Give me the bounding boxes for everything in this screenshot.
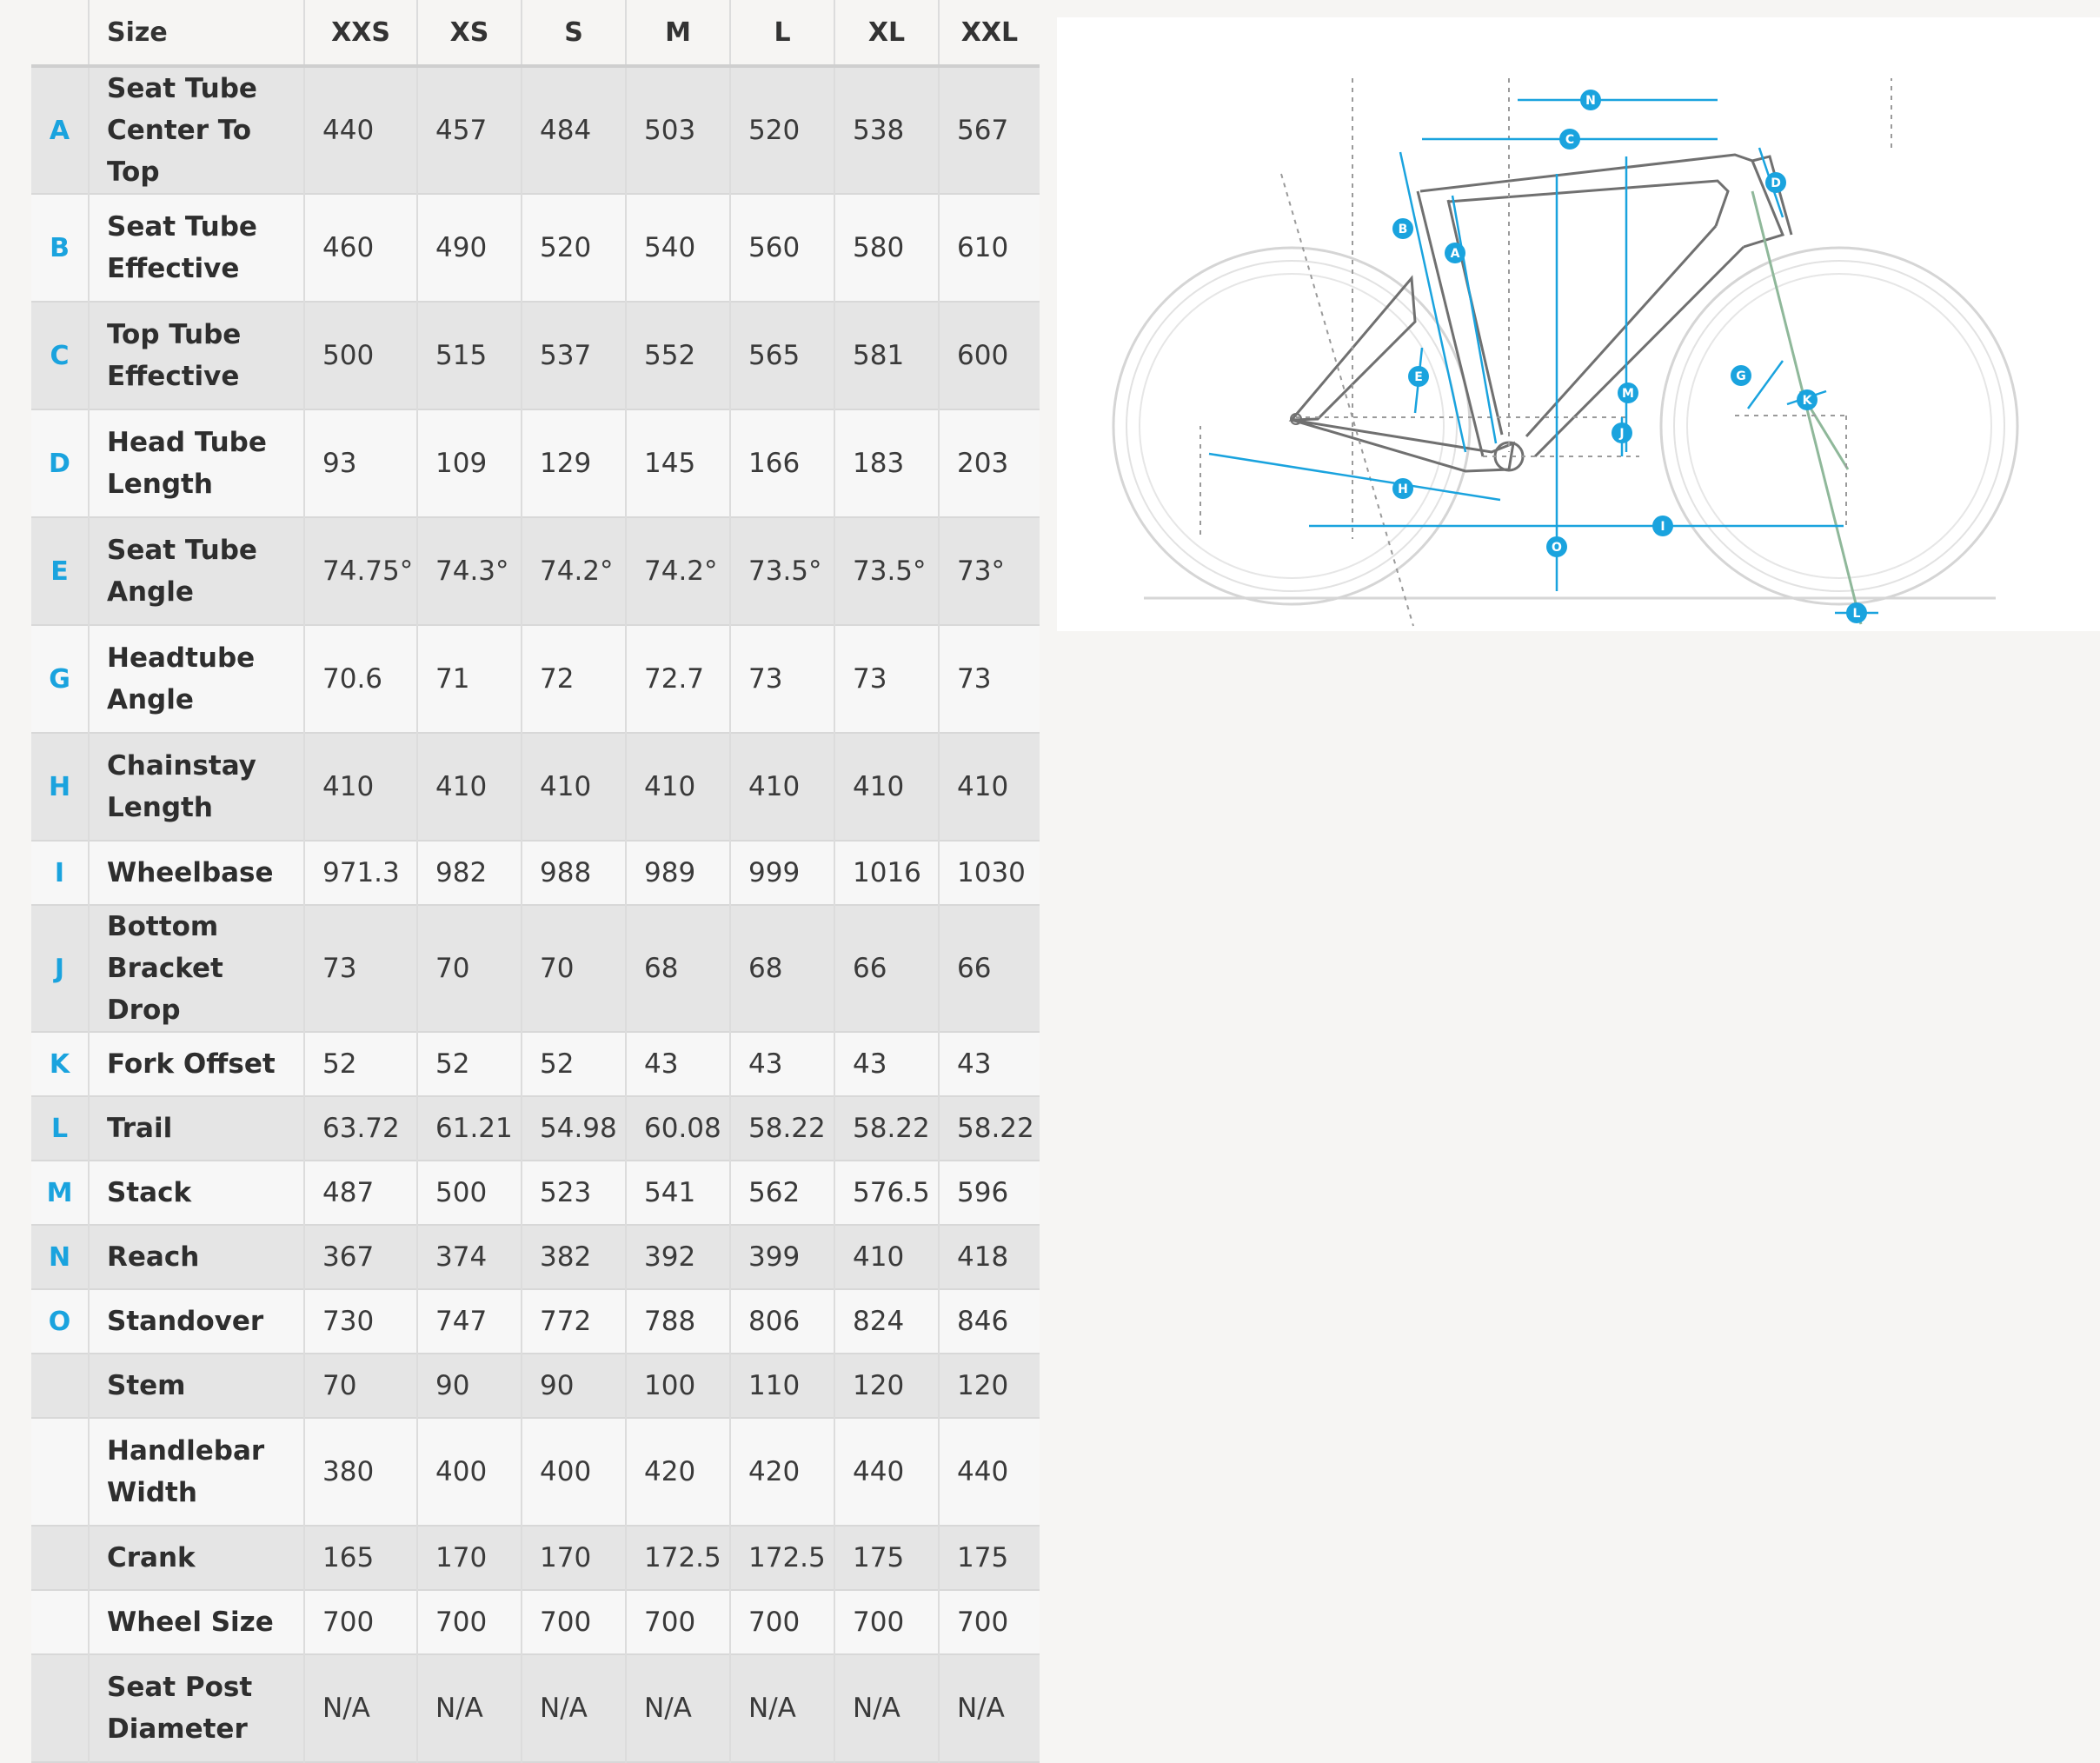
- row-value-m: 60.08: [626, 1096, 730, 1161]
- marker-label: B: [1398, 223, 1408, 236]
- row-value-xl: 73.5°: [834, 517, 939, 625]
- row-value-xl: 410: [834, 1225, 939, 1289]
- row-value-s: 70: [522, 905, 626, 1032]
- row-label: Seat Tube Angle: [89, 517, 304, 625]
- row-value-xxl: 120: [939, 1354, 1040, 1418]
- row-value-s: 382: [522, 1225, 626, 1289]
- row-value-xs: 109: [417, 409, 522, 517]
- row-value-xxl: 700: [939, 1590, 1040, 1654]
- row-label: Wheel Size: [89, 1590, 304, 1654]
- row-value-xs: 700: [417, 1590, 522, 1654]
- row-value-m: 172.5: [626, 1526, 730, 1590]
- table-row: [31, 409, 1040, 517]
- size-xl: XL: [834, 0, 939, 66]
- marker-label: H: [1398, 482, 1408, 496]
- row-value-m: 700: [626, 1590, 730, 1654]
- rear-wheel-rim: [1126, 261, 1457, 591]
- row-label: Seat Tube Center To Top: [89, 66, 304, 194]
- dimension-marker-h: [1392, 478, 1413, 499]
- row-value-l: 565: [730, 302, 834, 409]
- row-value-xxl: 1030: [939, 841, 1040, 905]
- row-value-l: 73: [730, 625, 834, 733]
- table-row: [31, 625, 1040, 733]
- down-tube-outer: [1535, 247, 1744, 456]
- table-row: [31, 841, 1040, 905]
- row-value-xxs: 700: [304, 1590, 417, 1654]
- dimension-marker-j: [1612, 422, 1632, 443]
- row-letter: J: [31, 905, 89, 1032]
- table-row: [31, 733, 1040, 841]
- row-value-xl: 440: [834, 1418, 939, 1526]
- size-header-row: [31, 0, 1040, 66]
- row-value-s: N/A: [522, 1654, 626, 1762]
- row-value-xl: 58.22: [834, 1096, 939, 1161]
- row-value-s: 400: [522, 1418, 626, 1526]
- row-value-xl: 824: [834, 1289, 939, 1354]
- row-value-xxl: N/A: [939, 1654, 1040, 1762]
- dim-h-line: [1209, 454, 1500, 500]
- dimension-marker-e: [1408, 366, 1429, 387]
- row-value-xs: 71: [417, 625, 522, 733]
- row-value-s: 52: [522, 1032, 626, 1096]
- bike-diagram-svg: [1057, 17, 2100, 631]
- table-row: [31, 1418, 1040, 1526]
- row-value-l: 172.5: [730, 1526, 834, 1590]
- table-row: [31, 1289, 1040, 1354]
- row-letter: B: [31, 194, 89, 302]
- row-value-xl: 700: [834, 1590, 939, 1654]
- row-value-xl: 120: [834, 1354, 939, 1418]
- dimension-marker-o: [1546, 536, 1567, 557]
- row-value-xs: 400: [417, 1418, 522, 1526]
- row-label: Head Tube Length: [89, 409, 304, 517]
- row-value-xxs: 500: [304, 302, 417, 409]
- row-letter: [31, 1526, 89, 1590]
- dim-b-line: [1400, 152, 1465, 452]
- row-value-m: 74.2°: [626, 517, 730, 625]
- row-value-l: 43: [730, 1032, 834, 1096]
- row-label: Headtube Angle: [89, 625, 304, 733]
- row-value-xs: 982: [417, 841, 522, 905]
- row-value-m: 392: [626, 1225, 730, 1289]
- row-value-xs: 374: [417, 1225, 522, 1289]
- marker-label: K: [1802, 394, 1812, 408]
- row-value-s: 700: [522, 1590, 626, 1654]
- row-value-l: 560: [730, 194, 834, 302]
- row-value-s: 484: [522, 66, 626, 194]
- row-label: Crank: [89, 1526, 304, 1590]
- row-value-xxl: 43: [939, 1032, 1040, 1096]
- dimension-marker-b: [1392, 218, 1413, 239]
- table-row: [31, 302, 1040, 409]
- marker-label: D: [1771, 176, 1781, 190]
- row-value-m: 541: [626, 1161, 730, 1225]
- row-value-l: 166: [730, 409, 834, 517]
- geometry-table: [31, 0, 1040, 1763]
- marker-label: M: [1622, 387, 1634, 401]
- guide-lines: [1200, 78, 1891, 626]
- row-value-l: 520: [730, 66, 834, 194]
- table-row: [31, 1161, 1040, 1225]
- row-value-xl: 576.5: [834, 1161, 939, 1225]
- bike-frame: [1292, 155, 1791, 471]
- row-label: Trail: [89, 1096, 304, 1161]
- row-value-xl: 66: [834, 905, 939, 1032]
- row-value-m: N/A: [626, 1654, 730, 1762]
- row-letter: N: [31, 1225, 89, 1289]
- row-value-m: 788: [626, 1289, 730, 1354]
- row-value-xl: 538: [834, 66, 939, 194]
- row-value-m: 72.7: [626, 625, 730, 733]
- size-m: M: [626, 0, 730, 66]
- row-value-xxl: 175: [939, 1526, 1040, 1590]
- marker-label: C: [1565, 133, 1575, 147]
- row-value-s: 410: [522, 733, 626, 841]
- row-value-xxs: N/A: [304, 1654, 417, 1762]
- geometry-table-body: [31, 66, 1040, 1762]
- row-value-xs: 490: [417, 194, 522, 302]
- row-value-xxs: 487: [304, 1161, 417, 1225]
- row-value-m: 540: [626, 194, 730, 302]
- table-row: [31, 194, 1040, 302]
- row-value-xxl: 73: [939, 625, 1040, 733]
- table-row: [31, 1096, 1040, 1161]
- row-value-s: 129: [522, 409, 626, 517]
- row-value-xs: 74.3°: [417, 517, 522, 625]
- table-row: [31, 66, 1040, 194]
- row-value-xxl: 567: [939, 66, 1040, 194]
- row-value-l: 73.5°: [730, 517, 834, 625]
- size-xxs: XXS: [304, 0, 417, 66]
- row-value-xxl: 600: [939, 302, 1040, 409]
- dim-g-line: [1748, 361, 1783, 409]
- row-value-xs: 90: [417, 1354, 522, 1418]
- row-value-s: 988: [522, 841, 626, 905]
- header-letter-cell: [31, 0, 89, 66]
- row-value-xl: 581: [834, 302, 939, 409]
- row-letter: G: [31, 625, 89, 733]
- row-value-m: 43: [626, 1032, 730, 1096]
- row-letter: D: [31, 409, 89, 517]
- row-value-xxs: 380: [304, 1418, 417, 1526]
- row-letter: A: [31, 66, 89, 194]
- dimension-markers: [1392, 90, 1867, 623]
- row-value-xs: 61.21: [417, 1096, 522, 1161]
- table-row: [31, 1354, 1040, 1418]
- dimension-marker-i: [1652, 516, 1673, 536]
- marker-label: G: [1736, 369, 1746, 383]
- row-value-xxl: 203: [939, 409, 1040, 517]
- row-value-xl: 183: [834, 409, 939, 517]
- table-row: [31, 905, 1040, 1032]
- row-letter: E: [31, 517, 89, 625]
- row-value-m: 100: [626, 1354, 730, 1418]
- row-value-xxs: 440: [304, 66, 417, 194]
- row-value-m: 552: [626, 302, 730, 409]
- dimension-marker-m: [1618, 383, 1638, 403]
- row-value-s: 74.2°: [522, 517, 626, 625]
- row-letter: [31, 1354, 89, 1418]
- size-xxl: XXL: [939, 0, 1040, 66]
- row-label: Chainstay Length: [89, 733, 304, 841]
- row-value-xs: 515: [417, 302, 522, 409]
- table-row: [31, 1654, 1040, 1762]
- row-value-l: 420: [730, 1418, 834, 1526]
- row-value-l: 999: [730, 841, 834, 905]
- dimension-marker-c: [1559, 129, 1580, 150]
- marker-label: I: [1660, 520, 1665, 534]
- row-value-l: 110: [730, 1354, 834, 1418]
- rear-wheel-inner: [1140, 274, 1444, 578]
- row-value-xxs: 730: [304, 1289, 417, 1354]
- table-row: [31, 517, 1040, 625]
- dimension-marker-k: [1797, 389, 1818, 410]
- row-label: Reach: [89, 1225, 304, 1289]
- row-value-xs: 70: [417, 905, 522, 1032]
- row-letter: [31, 1418, 89, 1526]
- row-value-xxl: 846: [939, 1289, 1040, 1354]
- dimension-marker-a: [1445, 243, 1465, 263]
- row-letter: O: [31, 1289, 89, 1354]
- row-value-xxl: 58.22: [939, 1096, 1040, 1161]
- marker-label: L: [1852, 607, 1861, 621]
- rear-wheel-tire: [1113, 248, 1470, 604]
- row-label: Bottom Bracket Drop: [89, 905, 304, 1032]
- row-value-xs: 747: [417, 1289, 522, 1354]
- row-value-l: 806: [730, 1289, 834, 1354]
- top-tube-inner: [1448, 181, 1728, 226]
- row-value-xl: N/A: [834, 1654, 939, 1762]
- table-row: [31, 1225, 1040, 1289]
- size-l: L: [730, 0, 834, 66]
- row-value-l: 58.22: [730, 1096, 834, 1161]
- row-value-xl: 43: [834, 1032, 939, 1096]
- row-label: Stem: [89, 1354, 304, 1418]
- row-value-xxs: 70: [304, 1354, 417, 1418]
- table-row: [31, 1032, 1040, 1096]
- row-letter: K: [31, 1032, 89, 1096]
- row-label: Seat Post Diameter: [89, 1654, 304, 1762]
- seat-axis-guide: [1281, 174, 1413, 626]
- marker-label: J: [1619, 427, 1625, 441]
- size-header-label: Size: [89, 0, 304, 66]
- row-value-xxs: 971.3: [304, 841, 417, 905]
- row-letter: C: [31, 302, 89, 409]
- row-value-xxs: 74.75°: [304, 517, 417, 625]
- row-letter: [31, 1590, 89, 1654]
- row-value-xs: 52: [417, 1032, 522, 1096]
- row-value-xs: N/A: [417, 1654, 522, 1762]
- row-label: Fork Offset: [89, 1032, 304, 1096]
- row-value-xxl: 410: [939, 733, 1040, 841]
- row-value-xxl: 440: [939, 1418, 1040, 1526]
- row-value-xs: 457: [417, 66, 522, 194]
- size-xs: XS: [417, 0, 522, 66]
- row-value-xl: 410: [834, 733, 939, 841]
- row-label: Top Tube Effective: [89, 302, 304, 409]
- row-value-xxl: 596: [939, 1161, 1040, 1225]
- row-label: Wheelbase: [89, 841, 304, 905]
- row-value-xxl: 66: [939, 905, 1040, 1032]
- row-value-s: 90: [522, 1354, 626, 1418]
- row-value-m: 410: [626, 733, 730, 841]
- row-value-xl: 580: [834, 194, 939, 302]
- row-value-l: N/A: [730, 1654, 834, 1762]
- marker-label: O: [1552, 541, 1562, 555]
- row-value-xl: 73: [834, 625, 939, 733]
- row-value-s: 54.98: [522, 1096, 626, 1161]
- dimension-marker-n: [1580, 90, 1601, 110]
- row-value-m: 68: [626, 905, 730, 1032]
- row-value-xxs: 165: [304, 1526, 417, 1590]
- row-value-s: 72: [522, 625, 626, 733]
- front-wheel-tire: [1661, 248, 2017, 604]
- row-letter: I: [31, 841, 89, 905]
- row-value-xxl: 73°: [939, 517, 1040, 625]
- row-value-m: 503: [626, 66, 730, 194]
- row-letter: M: [31, 1161, 89, 1225]
- row-label: Standover: [89, 1289, 304, 1354]
- row-value-l: 562: [730, 1161, 834, 1225]
- row-value-xxs: 367: [304, 1225, 417, 1289]
- table-row: [31, 1590, 1040, 1654]
- row-letter: L: [31, 1096, 89, 1161]
- dimension-marker-d: [1765, 172, 1786, 193]
- dimension-marker-g: [1731, 365, 1751, 386]
- row-value-s: 537: [522, 302, 626, 409]
- row-value-m: 420: [626, 1418, 730, 1526]
- size-s: S: [522, 0, 626, 66]
- dimension-marker-l: [1846, 602, 1867, 623]
- row-value-l: 68: [730, 905, 834, 1032]
- row-value-xl: 1016: [834, 841, 939, 905]
- bike-geometry-diagram: [1057, 17, 2100, 631]
- row-label: Stack: [89, 1161, 304, 1225]
- marker-label: A: [1450, 247, 1460, 261]
- row-value-xxl: 418: [939, 1225, 1040, 1289]
- head-tube: [1752, 156, 1791, 235]
- row-value-m: 145: [626, 409, 730, 517]
- row-value-xxs: 63.72: [304, 1096, 417, 1161]
- row-value-xxs: 70.6: [304, 625, 417, 733]
- dim-a-line: [1452, 196, 1496, 443]
- marker-label: E: [1414, 370, 1423, 384]
- row-value-l: 399: [730, 1225, 834, 1289]
- row-value-l: 700: [730, 1590, 834, 1654]
- row-value-xxs: 93: [304, 409, 417, 517]
- row-value-s: 772: [522, 1289, 626, 1354]
- row-value-s: 520: [522, 194, 626, 302]
- row-value-s: 170: [522, 1526, 626, 1590]
- row-value-xs: 170: [417, 1526, 522, 1590]
- row-label: Handlebar Width: [89, 1418, 304, 1526]
- row-label: Seat Tube Effective: [89, 194, 304, 302]
- seat-tube-inner: [1448, 200, 1502, 435]
- row-letter: H: [31, 733, 89, 841]
- table-row: [31, 1526, 1040, 1590]
- row-value-xxs: 52: [304, 1032, 417, 1096]
- row-letter: [31, 1654, 89, 1762]
- marker-label: N: [1585, 94, 1596, 108]
- row-value-xs: 410: [417, 733, 522, 841]
- row-value-s: 523: [522, 1161, 626, 1225]
- row-value-xxl: 610: [939, 194, 1040, 302]
- row-value-xxs: 410: [304, 733, 417, 841]
- row-value-xxs: 73: [304, 905, 417, 1032]
- row-value-xl: 175: [834, 1526, 939, 1590]
- row-value-xxs: 460: [304, 194, 417, 302]
- row-value-l: 410: [730, 733, 834, 841]
- row-value-m: 989: [626, 841, 730, 905]
- row-value-xs: 500: [417, 1161, 522, 1225]
